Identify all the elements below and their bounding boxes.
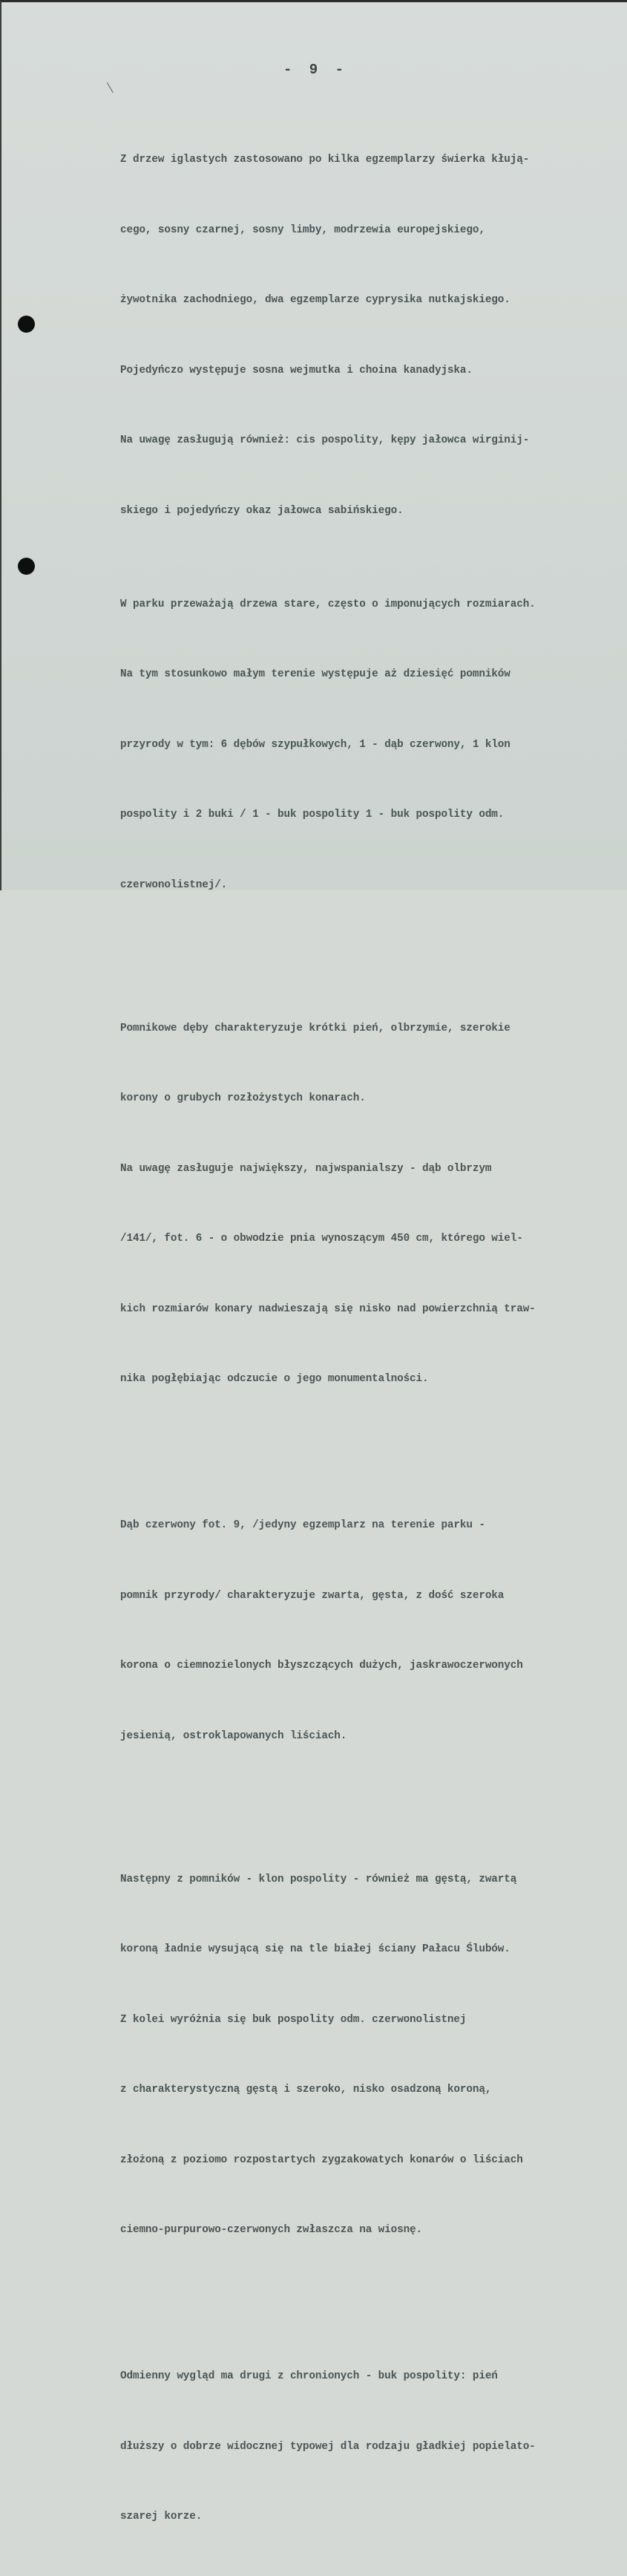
punch-hole xyxy=(18,558,35,575)
text-line: kich rozmiarów konary nadwieszają się nisko nad powierzchnią traw- xyxy=(120,1302,536,1315)
text-line: korona o ciemnozielonych błyszczących dużych, jaskrawoczerwonych xyxy=(120,1660,523,1672)
text-line: Odmienny wygląd ma drugi z chronionych - buk pospolity: pień xyxy=(120,2370,498,2382)
document-body xyxy=(120,102,610,2576)
text-line: żywotnika zachodniego, dwa egzemplarze cyprysika nutkajskiego. xyxy=(120,294,511,306)
text-line: Na uwagę zasługuje największy, najwspanialszy - dąb olbrzym xyxy=(120,1162,492,1175)
text-line: złożoną z poziomo rozpostartych zygzakowatych konarów o liściach xyxy=(120,2153,523,2166)
text-line: Pomnikowe dęby charakteryzuje krótki pień, olbrzymie, szerokie xyxy=(120,1022,511,1034)
text-line: nika pogłębiając odczucie o jego monumentalności. xyxy=(120,1373,429,1385)
text-line: Z kolei wyróżnia się buk pospolity odm. czerwonolistnej xyxy=(120,2013,467,2026)
text-line: korony o grubych rozłożystych konarach. xyxy=(120,1092,366,1104)
punch-hole xyxy=(18,316,35,333)
text-line: Następny z pomników - klon pospolity - również ma gęstą, zwartą xyxy=(120,1873,517,1885)
pencil-tick-mark xyxy=(107,78,121,93)
text-line: Z drzew iglastych zastosowano po kilka egzemplarzy świerka kłują- xyxy=(120,154,530,166)
text-line: jesienią, ostroklapowanych liściach. xyxy=(120,1729,347,1742)
text-line: /141/, fot. 6 - o obwodzie pnia wynoszącym 450 cm, którego wiel- xyxy=(120,1233,523,1245)
text-line: Na tym stosunkowo małym terenie występuje aż dziesięć pomników xyxy=(120,668,511,680)
text-line: czerwonolistnej/. xyxy=(120,878,228,891)
page-number: - 9 - xyxy=(283,62,349,78)
text-line: ciemno-purpurowo-czerwonych zwłaszcza na wiosnę. xyxy=(120,2224,423,2236)
text-line: Pojedyńczo występuje sosna wejmutka i choina kanadyjska. xyxy=(120,364,473,376)
text-line: Na uwagę zasługują również: cis pospolity, kępy jałowca wirginij- xyxy=(120,434,530,446)
text-line: W parku przeważają drzewa stare, często o imponujących rozmiarach. xyxy=(120,598,536,610)
text-line: pospolity i 2 buki / 1 - buk pospolity 1 - buk pospolity odm. xyxy=(120,809,505,821)
text-line: koroną ładnie wysującą się na tle białej ściany Pałacu Ślubów. xyxy=(120,1943,511,1955)
text-line: dłuższy o dobrze widocznej typowej dla rodzaju gładkiej popielato- xyxy=(120,2440,536,2453)
text-line: cego, sosny czarnej, sosny limby, modrzewia europejskiego, xyxy=(120,224,485,236)
text-line: skiego i pojedyńczy okaz jałowca sabińskiego. xyxy=(120,504,404,517)
text-line: przyrody w tym: 6 dębów szypułkowych, 1 - dąb czerwony, 1 klon xyxy=(120,738,511,751)
text-line: z charakterystyczną gęstą i szeroko, nisko osadzoną koroną, xyxy=(120,2084,492,2096)
text-line: szarej korze. xyxy=(120,2511,203,2523)
text-line: pomnik przyrody/ charakteryzuje zwarta, gęsta, z dość szeroka xyxy=(120,1589,505,1602)
text-line: Dąb czerwony fot. 9, /jedyny egzemplarz na terenie parku - xyxy=(120,1519,485,1531)
